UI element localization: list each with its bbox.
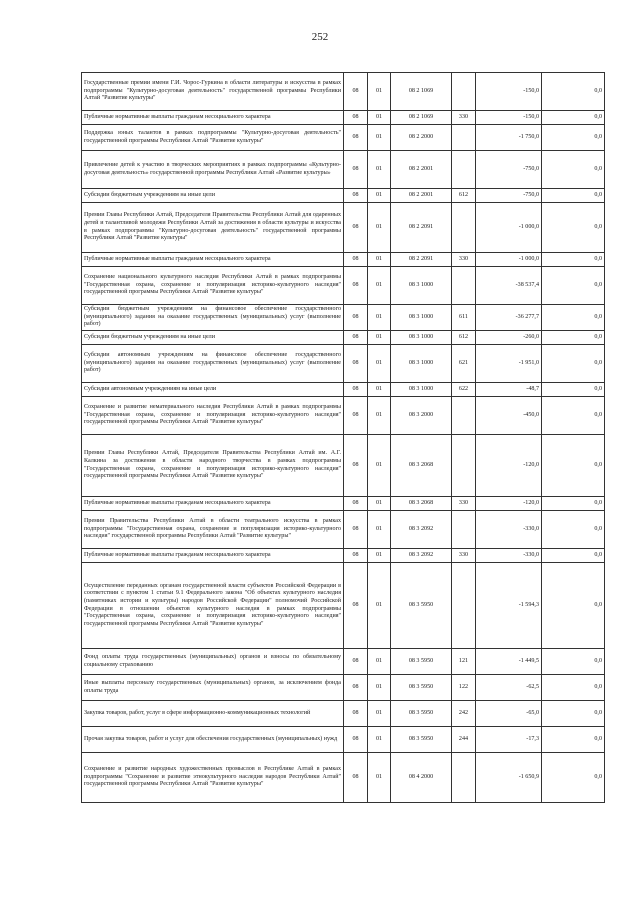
table-row — [82, 753, 605, 803]
target-article-code: 08 2 1069 — [391, 73, 452, 111]
table-row — [82, 345, 605, 383]
expense-type-code: 621 — [452, 345, 476, 383]
amount-change: -1 951,0 — [476, 345, 542, 383]
expense-type-code — [452, 73, 476, 111]
amount-change: -150,0 — [476, 73, 542, 111]
subsection-code: 01 — [368, 253, 391, 267]
amount-second: 0,0 — [542, 253, 605, 267]
budget-item-name: Субсидии бюджетным учреждениям на иные цели — [82, 331, 344, 345]
budget-item-name: Сохранение национального культурного наследия Республики Алтай в рамках подпрограммы "Государственная охрана, сохранение и популяризация историко-культурного наследия" государственной программы Республики Алтай "Развитие культуры" — [82, 267, 344, 305]
amount-second: 0,0 — [542, 267, 605, 305]
amount-second: 0,0 — [542, 111, 605, 125]
budget-item-name: Премии Главы Республики Алтай, Председателя Правительства Республики Алтай для одаренных детей и талантливой молодежи Республики Алтай за достижения в области культуры и искусства в рамках подпрограммы "Культурно-досуговая деятельность" государственной программы Республики Алтай "Развитие культуры" — [82, 203, 344, 253]
subsection-code: 01 — [368, 189, 391, 203]
section-code: 08 — [344, 649, 368, 675]
subsection-code: 01 — [368, 649, 391, 675]
budget-item-name: Премии Главы Республики Алтай, Председателя Правительства Республики Алтай им. А.Г. Калкина за достижения в области народного творчества в рамках подпрограммы "Государственная охрана, сохранение и популяризация историко-культурного наследия" государственной программы Республики Алтай "Развитие культуры" — [82, 435, 344, 497]
expense-type-code — [452, 753, 476, 803]
amount-change: -1 594,3 — [476, 563, 542, 649]
section-code: 08 — [344, 151, 368, 189]
budget-item-name: Публичные нормативные выплаты гражданам несоциального характера — [82, 549, 344, 563]
target-article-code: 08 2 2000 — [391, 125, 452, 151]
amount-change: -120,0 — [476, 497, 542, 511]
budget-item-name: Публичные нормативные выплаты гражданам несоциального характера — [82, 497, 344, 511]
target-article-code: 08 3 1000 — [391, 331, 452, 345]
table-row — [82, 701, 605, 727]
amount-change: -330,0 — [476, 549, 542, 563]
target-article-code: 08 3 5950 — [391, 563, 452, 649]
expense-type-code — [452, 511, 476, 549]
budget-item-name: Осуществление переданных органам государственной власти субъектов Российской Федерации в соответствии с пунктом 1 статьи 9.1 Федерального закона "Об объектах культурного наследия (памятниках истории и культуры) народов Российской Федерации" полномочий Российской Федерации в отношении объектов культурного наследия в рамках подпрограммы "Государственная охрана, сохранение и популяризация историко-культурного наследия" государственной программы Республики Алтай "Развитие культуры" — [82, 563, 344, 649]
target-article-code: 08 3 5950 — [391, 727, 452, 753]
amount-change: -1 750,0 — [476, 125, 542, 151]
amount-change: -330,0 — [476, 511, 542, 549]
expense-type-code — [452, 397, 476, 435]
section-code: 08 — [344, 511, 368, 549]
subsection-code: 01 — [368, 267, 391, 305]
expense-type-code: 330 — [452, 253, 476, 267]
table-row — [82, 649, 605, 675]
amount-second: 0,0 — [542, 563, 605, 649]
amount-change: -260,0 — [476, 331, 542, 345]
amount-second: 0,0 — [542, 753, 605, 803]
amount-change: -1 449,5 — [476, 649, 542, 675]
expense-type-code: 330 — [452, 111, 476, 125]
amount-change: -1 000,0 — [476, 253, 542, 267]
section-code: 08 — [344, 549, 368, 563]
table-row — [82, 563, 605, 649]
amount-second: 0,0 — [542, 189, 605, 203]
table-row — [82, 383, 605, 397]
budget-item-name: Премии Правительства Республики Алтай в области театрального искусства в рамках подпрограммы "Государственная охрана, сохранение и популяризация историко-культурного наследия" государственной программы Республики Алтай "Развитие культуры" — [82, 511, 344, 549]
section-code: 08 — [344, 73, 368, 111]
amount-second: 0,0 — [542, 125, 605, 151]
amount-second: 0,0 — [542, 73, 605, 111]
budget-item-name: Субсидии автономным учреждениям на финансовое обеспечение государственного (муниципального) задания на оказание государственных (муниципальных) услуг (выполнение работ) — [82, 345, 344, 383]
budget-item-name: Субсидии бюджетным учреждениям на иные цели — [82, 189, 344, 203]
table-row — [82, 305, 605, 331]
subsection-code: 01 — [368, 549, 391, 563]
table-row — [82, 549, 605, 563]
amount-change: -750,0 — [476, 189, 542, 203]
expense-type-code: 612 — [452, 189, 476, 203]
amount-change: -120,0 — [476, 435, 542, 497]
expense-type-code: 330 — [452, 497, 476, 511]
expense-type-code: 122 — [452, 675, 476, 701]
amount-change: -750,0 — [476, 151, 542, 189]
budget-item-name: Иные выплаты персоналу государственных (муниципальных) органов, за исключением фонда оплаты труда — [82, 675, 344, 701]
target-article-code: 08 3 5950 — [391, 649, 452, 675]
target-article-code: 08 3 1000 — [391, 267, 452, 305]
target-article-code: 08 2 2001 — [391, 189, 452, 203]
target-article-code: 08 3 1000 — [391, 383, 452, 397]
section-code: 08 — [344, 383, 368, 397]
section-code: 08 — [344, 125, 368, 151]
table-row — [82, 73, 605, 111]
budget-item-name: Публичные нормативные выплаты гражданам несоциального характера — [82, 253, 344, 267]
amount-second: 0,0 — [542, 345, 605, 383]
subsection-code: 01 — [368, 511, 391, 549]
target-article-code: 08 3 2068 — [391, 435, 452, 497]
subsection-code: 01 — [368, 111, 391, 125]
amount-change: -17,3 — [476, 727, 542, 753]
subsection-code: 01 — [368, 497, 391, 511]
table-row — [82, 267, 605, 305]
budget-item-name: Прочая закупка товаров, работ и услуг для обеспечения государственных (муниципальных) нужд — [82, 727, 344, 753]
subsection-code: 01 — [368, 753, 391, 803]
section-code: 08 — [344, 253, 368, 267]
budget-item-name: Государственные премии имени Г.И. Чорос-Гуркина в области литературы и искусства в рамках подпрограммы "Культурно-досуговая деятельность" государственной программы Республики Алтай "Развитие культуры" — [82, 73, 344, 111]
table-row — [82, 203, 605, 253]
budget-item-name: Поддержка юных талантов в рамках подпрограммы "Культурно-досуговая деятельность" государственной программы Республики Алтай "Развитие культуры" — [82, 125, 344, 151]
amount-second: 0,0 — [542, 203, 605, 253]
table-row — [82, 435, 605, 497]
table-row — [82, 397, 605, 435]
subsection-code: 01 — [368, 73, 391, 111]
expense-type-code: 242 — [452, 701, 476, 727]
budget-item-name: Фонд оплаты труда государственных (муниципальных) органов и взносы по обязательному социальному страхованию — [82, 649, 344, 675]
table-row — [82, 151, 605, 189]
target-article-code: 08 3 1000 — [391, 345, 452, 383]
expense-type-code — [452, 203, 476, 253]
amount-second: 0,0 — [542, 151, 605, 189]
section-code: 08 — [344, 675, 368, 701]
amount-second: 0,0 — [542, 511, 605, 549]
expense-type-code — [452, 125, 476, 151]
section-code: 08 — [344, 267, 368, 305]
subsection-code: 01 — [368, 331, 391, 345]
budget-item-name: Сохранение и развитие народных художественных промыслов в Республике Алтай в рамках подпрограммы "Сохранение и развитие этнокультурного наследия народов Республики Алтай" государственной программы Республики Алтай "Развитие культуры" — [82, 753, 344, 803]
expense-type-code: 622 — [452, 383, 476, 397]
subsection-code: 01 — [368, 305, 391, 331]
table-row — [82, 111, 605, 125]
section-code: 08 — [344, 563, 368, 649]
target-article-code: 08 2 2091 — [391, 203, 452, 253]
table-row — [82, 727, 605, 753]
amount-second: 0,0 — [542, 649, 605, 675]
table-body — [82, 73, 605, 803]
budget-item-name: Субсидии автономным учреждениям на иные цели — [82, 383, 344, 397]
amount-second: 0,0 — [542, 497, 605, 511]
section-code: 08 — [344, 753, 368, 803]
target-article-code: 08 3 1000 — [391, 305, 452, 331]
subsection-code: 01 — [368, 203, 391, 253]
amount-change: -65,0 — [476, 701, 542, 727]
target-article-code: 08 3 2000 — [391, 397, 452, 435]
subsection-code: 01 — [368, 563, 391, 649]
table-row — [82, 125, 605, 151]
amount-second: 0,0 — [542, 397, 605, 435]
page-number: 252 — [311, 31, 329, 43]
budget-item-name: Привлечение детей к участию в творческих мероприятиях в рамках подпрограммы «Культурно-досуговая деятельность» государственной программы Республики Алтай «Развитие культуры» — [82, 151, 344, 189]
expense-type-code: 330 — [452, 549, 476, 563]
amount-second: 0,0 — [542, 331, 605, 345]
amount-second: 0,0 — [542, 675, 605, 701]
subsection-code: 01 — [368, 675, 391, 701]
target-article-code: 08 2 2091 — [391, 253, 452, 267]
budget-item-name: Публичные нормативные выплаты гражданам несоциального характера — [82, 111, 344, 125]
expense-type-code: 611 — [452, 305, 476, 331]
section-code: 08 — [344, 203, 368, 253]
subsection-code: 01 — [368, 397, 391, 435]
target-article-code: 08 3 2068 — [391, 497, 452, 511]
section-code: 08 — [344, 305, 368, 331]
section-code: 08 — [344, 497, 368, 511]
target-article-code: 08 3 5950 — [391, 701, 452, 727]
amount-second: 0,0 — [542, 435, 605, 497]
amount-change: -1 650,9 — [476, 753, 542, 803]
expense-type-code — [452, 151, 476, 189]
target-article-code: 08 4 2000 — [391, 753, 452, 803]
section-code: 08 — [344, 189, 368, 203]
target-article-code: 08 3 2092 — [391, 549, 452, 563]
target-article-code: 08 3 5950 — [391, 675, 452, 701]
amount-second: 0,0 — [542, 383, 605, 397]
amount-second: 0,0 — [542, 701, 605, 727]
expense-type-code: 612 — [452, 331, 476, 345]
subsection-code: 01 — [368, 701, 391, 727]
subsection-code: 01 — [368, 345, 391, 383]
expense-type-code: 244 — [452, 727, 476, 753]
expense-type-code: 121 — [452, 649, 476, 675]
budget-item-name: Закупка товаров, работ, услуг в сфере информационно-коммуникационных технологий — [82, 701, 344, 727]
section-code: 08 — [344, 345, 368, 383]
section-code: 08 — [344, 435, 368, 497]
budget-item-name: Субсидии бюджетным учреждениям на финансовое обеспечение государственного (муниципального) задания на оказание государственных (муниципальных) услуг (выполнение работ) — [82, 305, 344, 331]
subsection-code: 01 — [368, 151, 391, 189]
amount-second: 0,0 — [542, 727, 605, 753]
table-row — [82, 511, 605, 549]
table-row — [82, 189, 605, 203]
target-article-code: 08 3 2092 — [391, 511, 452, 549]
expense-type-code — [452, 435, 476, 497]
amount-change: -48,7 — [476, 383, 542, 397]
target-article-code: 08 2 2001 — [391, 151, 452, 189]
expense-type-code — [452, 563, 476, 649]
section-code: 08 — [344, 701, 368, 727]
table-row — [82, 331, 605, 345]
table-row — [82, 253, 605, 267]
amount-change: -62,5 — [476, 675, 542, 701]
amount-change: -38 537,4 — [476, 267, 542, 305]
expense-type-code — [452, 267, 476, 305]
section-code: 08 — [344, 111, 368, 125]
budget-table — [81, 72, 605, 803]
amount-second: 0,0 — [542, 305, 605, 331]
amount-second: 0,0 — [542, 549, 605, 563]
table-row — [82, 675, 605, 701]
section-code: 08 — [344, 331, 368, 345]
section-code: 08 — [344, 727, 368, 753]
amount-change: -150,0 — [476, 111, 542, 125]
budget-item-name: Сохранение и развитие нематериального наследия Республики Алтай в рамках подпрограммы "Государственная охрана, сохранение и популяризация историко-культурного наследия" государственной программы Республики Алтай "Развитие культуры" — [82, 397, 344, 435]
amount-change: -450,0 — [476, 397, 542, 435]
amount-change: -1 000,0 — [476, 203, 542, 253]
subsection-code: 01 — [368, 383, 391, 397]
subsection-code: 01 — [368, 125, 391, 151]
subsection-code: 01 — [368, 727, 391, 753]
amount-change: -36 277,7 — [476, 305, 542, 331]
section-code: 08 — [344, 397, 368, 435]
table-row — [82, 497, 605, 511]
target-article-code: 08 2 1069 — [391, 111, 452, 125]
subsection-code: 01 — [368, 435, 391, 497]
